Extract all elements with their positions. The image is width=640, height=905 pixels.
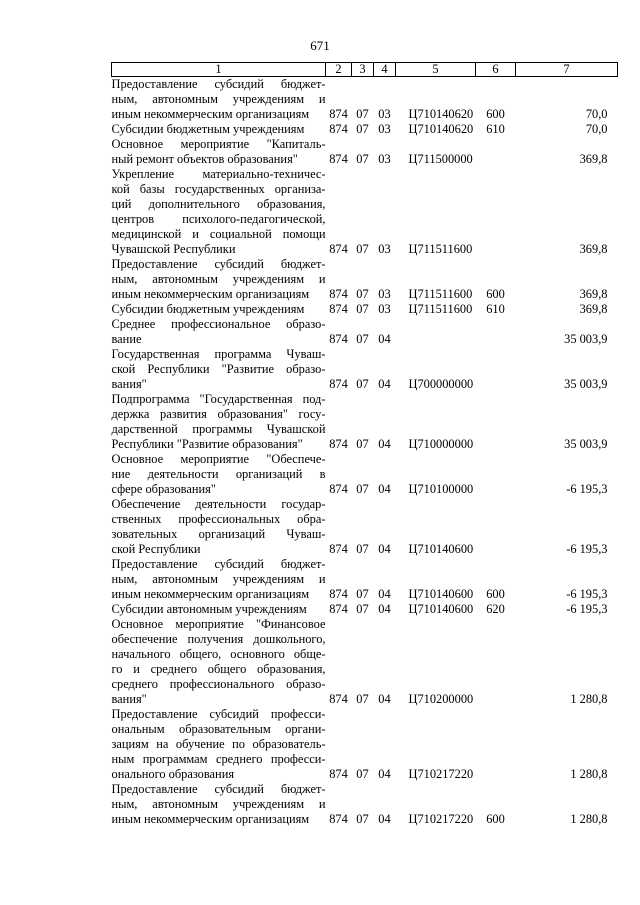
section-code: 07 — [356, 332, 369, 346]
table-row — [112, 452, 618, 497]
table-row — [112, 77, 618, 123]
description-line: Предоставление субсидий бюджет- — [111, 782, 326, 796]
subsection-code: 03 — [378, 107, 391, 121]
subsection-code: 04 — [378, 602, 391, 616]
description-line: иным некоммерческим организациям — [111, 587, 310, 601]
ministry-code: 874 — [329, 767, 348, 781]
description-line: ным, автономным учреждениям и — [111, 797, 326, 811]
table-row — [112, 257, 618, 302]
description-line: Среднее профессиональное образо- — [111, 317, 326, 331]
target-article-code: Ц711511600 — [408, 287, 473, 301]
ministry-code: 874 — [329, 332, 348, 346]
target-article-code: Ц700000000 — [408, 377, 474, 391]
expense-type-code — [476, 707, 516, 782]
description-line: ный ремонт объектов образования" — [111, 152, 298, 166]
row-description — [112, 302, 326, 317]
target-article-code: Ц711511600 — [408, 242, 473, 256]
ministry-code: 874 — [329, 812, 348, 826]
target-article-code — [396, 317, 476, 347]
section-code: 07 — [356, 287, 369, 301]
ministry-code: 874 — [329, 122, 348, 136]
amount: 1 280,8 — [570, 692, 608, 706]
expense-type-code: 600 — [486, 587, 505, 601]
description-line: держка развития образования" госу- — [111, 407, 326, 421]
column-header: 4 — [374, 63, 396, 77]
description-line: Субсидии автономным учреждениям — [111, 602, 307, 616]
description-line: ственных профессиональных обра- — [111, 512, 326, 526]
amount: -6 195,3 — [566, 587, 608, 601]
amount: 35 003,9 — [564, 377, 608, 391]
column-header: 1 — [112, 63, 326, 77]
row-description — [112, 347, 326, 392]
amount: 369,8 — [579, 302, 608, 316]
section-code: 07 — [356, 692, 369, 706]
description-line: среднего профессионального образо- — [111, 677, 326, 691]
subsection-code: 04 — [378, 767, 391, 781]
description-line: вания" — [111, 377, 147, 391]
row-description — [112, 557, 326, 602]
description-line: Республики "Развитие образования" — [111, 437, 303, 451]
ministry-code: 874 — [329, 692, 348, 706]
target-article-code: Ц710140600 — [408, 542, 474, 556]
expense-type-code — [476, 497, 516, 557]
description-line: Чувашской Республики — [111, 242, 236, 256]
ministry-code: 874 — [329, 587, 348, 601]
row-description — [112, 77, 326, 123]
table-row — [112, 707, 618, 782]
subsection-code: 04 — [378, 692, 391, 706]
ministry-code: 874 — [329, 107, 348, 121]
expense-type-code: 600 — [486, 107, 505, 121]
description-line: начального общего, основного обще- — [111, 647, 326, 661]
section-code: 07 — [356, 242, 369, 256]
ministry-code: 874 — [329, 302, 348, 316]
amount: 369,8 — [579, 152, 608, 166]
row-description — [112, 602, 326, 617]
subsection-code: 04 — [378, 332, 391, 346]
expense-type-code: 600 — [486, 287, 505, 301]
table-header-row — [112, 63, 618, 77]
target-article-code: Ц710140600 — [408, 602, 474, 616]
subsection-code: 04 — [378, 437, 391, 451]
description-line: кой базы государственных организа- — [111, 182, 326, 196]
section-code: 07 — [356, 302, 369, 316]
description-line: вание — [111, 332, 142, 346]
ministry-code: 874 — [329, 242, 348, 256]
table-row — [112, 602, 618, 617]
ministry-code: 874 — [329, 287, 348, 301]
description-line: ской Республики "Развитие образо- — [111, 362, 326, 376]
target-article-code: Ц711511600 — [408, 302, 473, 316]
section-code: 07 — [356, 152, 369, 166]
table-row — [112, 497, 618, 557]
table-row — [112, 782, 618, 827]
description-line: ным, автономным учреждениям и — [111, 92, 326, 106]
row-description — [112, 137, 326, 167]
table-row — [112, 347, 618, 392]
amount: 1 280,8 — [570, 767, 608, 781]
description-line: иным некоммерческим организациям — [111, 107, 310, 121]
subsection-code: 03 — [378, 122, 391, 136]
column-header: 2 — [326, 63, 352, 77]
row-description — [112, 497, 326, 557]
description-line: ональным образовательным органи- — [111, 722, 326, 736]
expense-type-code — [476, 317, 516, 347]
amount: -6 195,3 — [566, 602, 608, 616]
section-code: 07 — [356, 587, 369, 601]
description-line: ным программам среднего професси- — [111, 752, 326, 766]
section-code: 07 — [356, 377, 369, 391]
column-header: 7 — [516, 63, 618, 77]
description-line: Предоставление субсидий бюджет- — [111, 257, 326, 271]
subsection-code: 03 — [378, 287, 391, 301]
ministry-code: 874 — [329, 602, 348, 616]
ministry-code: 874 — [329, 377, 348, 391]
description-line: Укрепление материально-техничес- — [111, 167, 326, 181]
ministry-code: 874 — [329, 437, 348, 451]
target-article-code: Ц710140620 — [408, 107, 474, 121]
column-header: 6 — [476, 63, 516, 77]
amount: 35 003,9 — [564, 437, 608, 451]
description-line: обеспечение получения дошкольного, — [111, 632, 326, 646]
description-line: ние деятельности организаций в — [111, 467, 326, 481]
section-code: 07 — [356, 812, 369, 826]
table-body — [112, 77, 618, 828]
description-line: зациям на обучение по образователь- — [111, 737, 326, 751]
expense-type-code: 620 — [486, 602, 505, 616]
section-code: 07 — [356, 767, 369, 781]
expense-type-code — [476, 452, 516, 497]
row-description — [112, 617, 326, 707]
table-row — [112, 392, 618, 452]
row-description — [112, 452, 326, 497]
column-header: 5 — [396, 63, 476, 77]
section-code: 07 — [356, 542, 369, 556]
expense-type-code: 610 — [486, 122, 505, 136]
column-header: 3 — [352, 63, 374, 77]
row-description — [112, 122, 326, 137]
amount: 369,8 — [579, 242, 608, 256]
ministry-code: 874 — [329, 542, 348, 556]
description-line: Подпрограмма "Государственная под- — [111, 392, 326, 406]
subsection-code: 04 — [378, 587, 391, 601]
description-line: центров психолого-педагогической, — [111, 212, 326, 226]
description-line: ций дополнительного образования, — [111, 197, 326, 211]
ministry-code: 874 — [329, 152, 348, 166]
section-code: 07 — [356, 437, 369, 451]
description-line: Государственная программа Чуваш- — [111, 347, 326, 361]
description-line: Основное мероприятие "Обеспече- — [111, 452, 326, 466]
table-row — [112, 167, 618, 257]
description-line: Основное мероприятие "Капиталь- — [111, 137, 326, 151]
amount: 35 003,9 — [564, 332, 608, 346]
description-line: иным некоммерческим организациям — [111, 812, 310, 826]
table-row — [112, 302, 618, 317]
subsection-code: 03 — [378, 242, 391, 256]
row-description — [112, 782, 326, 827]
expense-type-code — [476, 347, 516, 392]
row-description — [112, 317, 326, 347]
description-line: онального образования — [111, 767, 235, 781]
description-line: дарственной программы Чувашской — [111, 422, 326, 436]
expense-type-code: 610 — [486, 302, 505, 316]
expense-type-code — [476, 167, 516, 257]
target-article-code: Ц710217220 — [408, 767, 474, 781]
amount: 70,0 — [585, 122, 608, 136]
description-line: го и среднего общего образования, — [111, 662, 326, 676]
expense-type-code — [476, 392, 516, 452]
row-description — [112, 392, 326, 452]
table-row — [112, 617, 618, 707]
section-code: 07 — [356, 122, 369, 136]
table-row — [112, 317, 618, 347]
description-line: медицинской и социальной помощи — [111, 227, 326, 241]
expense-type-code — [476, 137, 516, 167]
page-number: 671 — [310, 38, 330, 53]
description-line: зовательных организаций Чуваш- — [111, 527, 326, 541]
description-line: ным, автономным учреждениям и — [111, 272, 326, 286]
section-code: 07 — [356, 482, 369, 496]
row-description — [112, 167, 326, 257]
description-line: ской Республики — [111, 542, 201, 556]
target-article-code: Ц710140620 — [408, 122, 474, 136]
description-line: Субсидии бюджетным учреждениям — [111, 122, 305, 136]
target-article-code: Ц710200000 — [408, 692, 474, 706]
description-line: ным, автономным учреждениям и — [111, 572, 326, 586]
expense-type-code: 600 — [486, 812, 505, 826]
target-article-code: Ц711500000 — [408, 152, 473, 166]
target-article-code: Ц710140600 — [408, 587, 474, 601]
description-line: Предоставление субсидий професси- — [111, 707, 326, 721]
ministry-code: 874 — [329, 482, 348, 496]
table-row — [112, 557, 618, 602]
table-row — [112, 122, 618, 137]
subsection-code: 04 — [378, 377, 391, 391]
row-description — [112, 707, 326, 782]
subsection-code: 04 — [378, 542, 391, 556]
description-line: Основное мероприятие "Финансовое — [111, 617, 326, 631]
description-line: вания" — [111, 692, 147, 706]
amount: -6 195,3 — [566, 542, 608, 556]
section-code: 07 — [356, 107, 369, 121]
description-line: иным некоммерческим организациям — [111, 287, 310, 301]
description-line: Обеспечение деятельности государ- — [111, 497, 326, 511]
budget-table — [111, 62, 618, 827]
amount: -6 195,3 — [566, 482, 608, 496]
subsection-code: 03 — [378, 152, 391, 166]
description-line: Предоставление субсидий бюджет- — [111, 77, 326, 91]
description-line: сфере образования" — [111, 482, 216, 496]
row-description — [112, 257, 326, 302]
target-article-code: Ц710000000 — [408, 437, 474, 451]
description-line: Предоставление субсидий бюджет- — [111, 557, 326, 571]
table-row — [112, 137, 618, 167]
target-article-code: Ц710217220 — [408, 812, 474, 826]
amount: 70,0 — [585, 107, 608, 121]
expense-type-code — [476, 617, 516, 707]
amount: 369,8 — [579, 287, 608, 301]
amount: 1 280,8 — [570, 812, 608, 826]
description-line: Субсидии бюджетным учреждениям — [111, 302, 305, 316]
section-code: 07 — [356, 602, 369, 616]
subsection-code: 04 — [378, 812, 391, 826]
target-article-code: Ц710100000 — [408, 482, 474, 496]
subsection-code: 03 — [378, 302, 391, 316]
subsection-code: 04 — [378, 482, 391, 496]
